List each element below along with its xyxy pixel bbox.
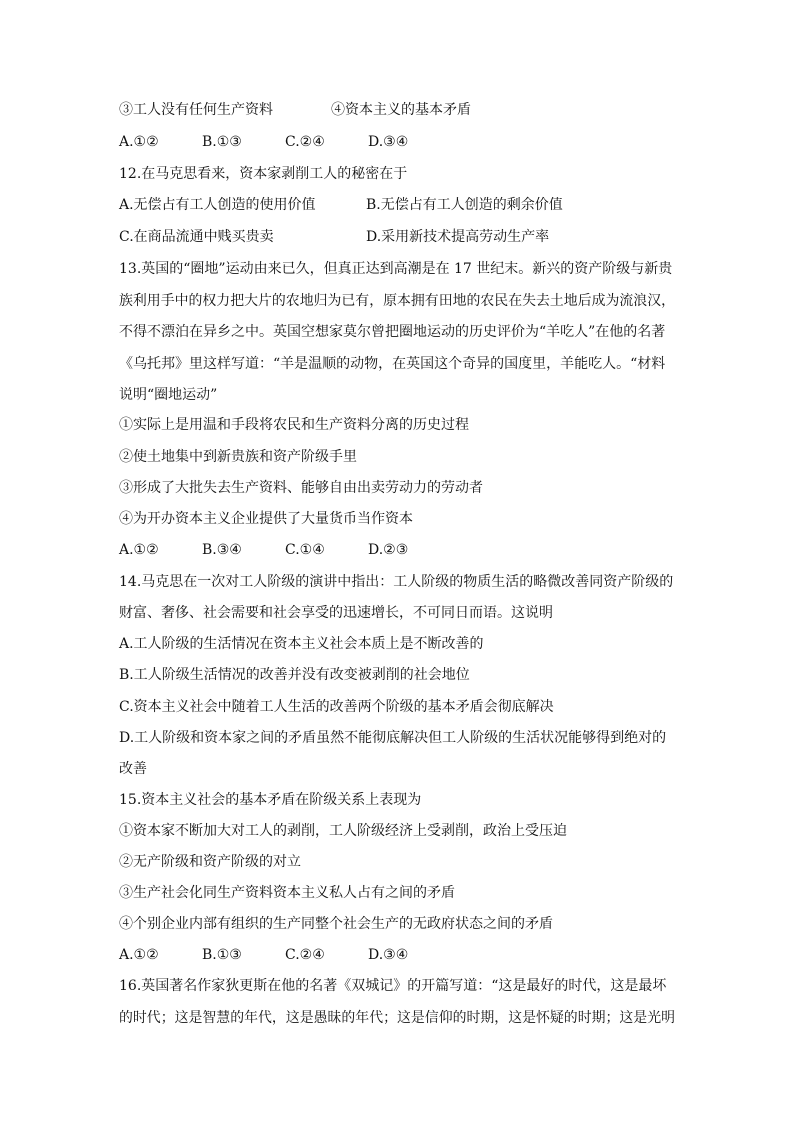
q13-stem-line-5: 说明“圈地运动” — [119, 387, 218, 403]
q13-item-2: ②使土地集中到新贵族和资产阶级手里 — [119, 449, 357, 465]
q14-option-c: C.资本主义社会中随着工人生活的改善两个阶级的基本矛盾会彻底解决 — [119, 699, 554, 715]
q11-option-a: A.①② — [119, 134, 159, 150]
q11-option-c: C.②④ — [285, 134, 325, 150]
q13-stem-line-3: 不得不漂泊在异乡之中。英国空想家莫尔曾把圈地运动的历史评价为“羊吃人”在他的名著 — [119, 324, 666, 340]
q15-item-1: ①资本家不断加大对工人的剥削，工人阶级经济上受剥削，政治上受压迫 — [119, 823, 567, 839]
q11-item-3: ③工人没有任何生产资料 — [119, 102, 273, 118]
q12-option-b: B.无偿占有工人创造的剩余价值 — [366, 197, 563, 213]
q15-item-4: ④个别企业内部有组织的生产同整个社会生产的无政府状态之间的矛盾 — [119, 916, 553, 932]
q12-option-a: A.无偿占有工人创造的使用价值 — [119, 197, 316, 213]
q12-stem: 12.在马克思看来，资本家剥削工人的秘密在于 — [119, 166, 408, 182]
q13-option-a: A.①② — [119, 542, 159, 558]
q13-stem-line-2: 族利用手中的权力把大片的农地归为已有，原本拥有田地的农民在失去土地后成为流浪汉， — [119, 293, 675, 309]
q12-option-c: C.在商品流通中贱买贵卖 — [119, 229, 274, 245]
q15-stem: 15.资本主义社会的基本矛盾在阶级关系上表现为 — [119, 792, 422, 808]
q14-option-d-line-2: 改善 — [119, 761, 147, 777]
q13-stem-line-4: 《乌托邦》里这样写道：“羊是温顺的动物，在英国这个奇异的国度里，羊能吃人。“材料 — [119, 356, 666, 372]
q13-item-3: ③形成了大批失去生产资料、能够自由出卖劳动力的劳动者 — [119, 480, 483, 496]
q15-option-a: A.①② — [119, 947, 159, 963]
q11-option-d: D.③④ — [368, 134, 409, 150]
q13-item-4: ④为开办资本主义企业提供了大量货币当作资本 — [119, 511, 413, 527]
q13-option-c: C.①④ — [285, 542, 325, 558]
q15-item-3: ③生产社会化同生产资料资本主义私人占有之间的矛盾 — [119, 885, 455, 901]
q14-option-a: A.工人阶级的生活情况在资本主义社会本质上是不断改善的 — [119, 636, 484, 652]
q15-option-c: C.②④ — [285, 947, 325, 963]
q12-option-d: D.采用新技术提高劳动生产率 — [366, 229, 550, 245]
q11-option-b: B.①③ — [202, 134, 242, 150]
q15-option-b: B.①③ — [202, 947, 242, 963]
q13-option-b: B.③④ — [202, 542, 242, 558]
q16-stem-line-2: 的时代；这是智慧的年代，这是愚昧的年代；这是信仰的时期，这是怀疑的时期；这是光明 — [119, 1010, 675, 1026]
q14-stem-line-2: 财富、奢侈、社会需要和社会享受的迅速增长，不可同日而语。这说明 — [119, 605, 553, 621]
q15-option-d: D.③④ — [368, 947, 409, 963]
q11-item-4: ④资本主义的基本矛盾 — [331, 102, 471, 118]
q13-option-d: D.②③ — [368, 542, 409, 558]
q14-stem-line-1: 14.马克思在一次对工人阶级的演讲中指出：工人阶级的物质生活的略微改善同资产阶级的 — [119, 574, 674, 590]
q13-item-1: ①实际上是用温和手段将农民和生产资料分离的历史过程 — [119, 417, 469, 433]
q14-option-d-line-1: D.工人阶级和资本家之间的矛盾虽然不能彻底解决但工人阶级的生活状况能够得到绝对的 — [119, 730, 667, 746]
q16-stem-line-1: 16.英国著名作家狄更斯在他的名著《双城记》的开篇写道：“这是最好的时代，这是最坏 — [119, 978, 667, 994]
q15-item-2: ②无产阶级和资产阶级的对立 — [119, 854, 301, 870]
q13-stem-line-1: 13.英国的“圈地”运动由来已久，但真正达到高潮是在 17 世纪末。新兴的资产阶级与新贵 — [119, 261, 673, 277]
q14-option-b: B.工人阶级生活情况的改善并没有改变被剥削的社会地位 — [119, 667, 470, 683]
